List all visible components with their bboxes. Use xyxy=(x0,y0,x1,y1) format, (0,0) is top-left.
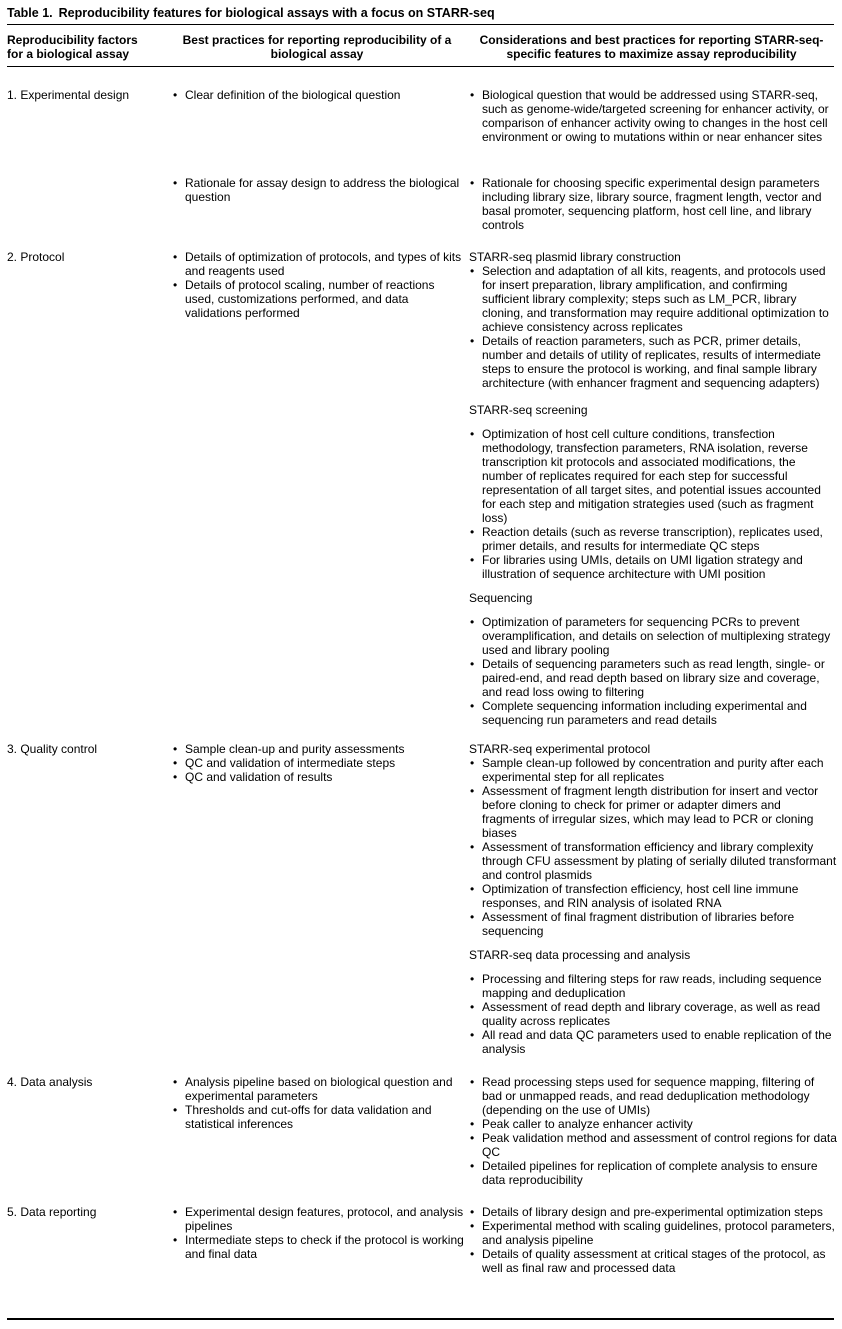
table-title: Reproducibility features for biological assays with a focus on STARR-seq xyxy=(58,6,495,20)
list-item: • Reaction details (such as reverse transcription), replicates used, primer details, and results for intermediate QC steps xyxy=(469,525,837,553)
design-right-list-2 xyxy=(469,176,835,232)
list-item: • Sample clean-up and purity assessments xyxy=(172,742,464,756)
table-caption xyxy=(7,6,495,20)
list-item: • Details of sequencing parameters such as read length, single- or paired-end, and read depth based on library size and coverage, and read loss owing to filtering xyxy=(469,657,837,699)
list-item: • Details of quality assessment at critical stages of the protocol, as well as final raw and processed data xyxy=(469,1247,837,1275)
list-item: • Assessment of transformation efficiency and library complexity through CFU assessment by plating of serially diluted transformant and control plasmids xyxy=(469,840,837,882)
top-rule xyxy=(7,24,834,25)
list-item: • Thresholds and cut-offs for data validation and statistical inferences xyxy=(172,1103,464,1131)
list-item: • Peak caller to analyze enhancer activity xyxy=(469,1117,837,1131)
list-item: • QC and validation of intermediate steps xyxy=(172,756,464,770)
list-item: • Sample clean-up followed by concentration and purity after each experimental step for all replicates xyxy=(469,756,837,784)
table-number: Table 1. xyxy=(7,6,53,20)
analysis-mid-list xyxy=(172,1075,464,1131)
reporting-mid-list xyxy=(172,1205,464,1261)
protocol-right xyxy=(469,250,837,727)
protocol-mid-list xyxy=(172,250,464,320)
protocol-sub3-list xyxy=(469,615,837,727)
qc-sub2-list xyxy=(469,972,837,1056)
bottom-rule xyxy=(7,1318,834,1320)
list-item: • Assessment of read depth and library coverage, as well as read quality across replicates xyxy=(469,1000,837,1028)
list-item: • Assessment of fragment length distribution for insert and vector before cloning to check for primer or adapter dimers and fragments of irregular sizes, which may lead to PCR or cloning biases xyxy=(469,784,837,840)
design-right-list xyxy=(469,88,835,144)
row-label-analysis: 4. Data analysis xyxy=(7,1075,93,1089)
list-item: • Rationale for assay design to address the biological question xyxy=(172,176,464,204)
list-item: • Details of library design and pre-experimental optimization steps xyxy=(469,1205,837,1219)
header-col3: Considerations and best practices for reporting STARR-seq-specific features to maximize assay reproducibility xyxy=(479,33,824,61)
list-item: • Biological question that would be addressed using STARR-seq, such as genome-wide/targeted screening for enhancer activity, or comparison of enhancer activity owing to changes in the host cell environment or owing to mutations within or near enhancer sites xyxy=(469,88,835,144)
subheading: Sequencing xyxy=(469,591,533,605)
qc-sub1-list xyxy=(469,756,837,938)
list-item: • Selection and adaptation of all kits, reagents, and protocols used for insert preparation, library amplification, and confirming sufficient library complexity; steps such as LM_PCR, library cloning, and transformation may require additional optimization to achieve consistency across replicates xyxy=(469,264,837,334)
reporting-right-list xyxy=(469,1205,837,1275)
protocol-sub1-list xyxy=(469,264,837,390)
list-item: • QC and validation of results xyxy=(172,770,464,784)
list-item: • Analysis pipeline based on biological question and experimental parameters xyxy=(172,1075,464,1103)
analysis-right-list xyxy=(469,1075,837,1187)
list-item: • Clear definition of the biological question xyxy=(172,88,464,102)
design-mid-list xyxy=(172,88,464,102)
protocol-sub2-list xyxy=(469,427,837,581)
list-item: • Optimization of transfection efficiency, host cell line immune responses, and RIN analysis of isolated RNA xyxy=(469,882,837,910)
header-col2: Best practices for reporting reproducibility of a biological assay xyxy=(182,33,452,61)
row-label-reporting: 5. Data reporting xyxy=(7,1205,97,1219)
subheading: STARR-seq experimental protocol xyxy=(469,742,651,756)
qc-right xyxy=(469,742,837,1056)
list-item: • Details of optimization of protocols, and types of kits and reagents used xyxy=(172,250,464,278)
list-item: • Details of protocol scaling, number of reactions used, customizations performed, and data validations performed xyxy=(172,278,464,320)
list-item: • Processing and filtering steps for raw reads, including sequence mapping and deduplication xyxy=(469,972,837,1000)
subheading: STARR-seq screening xyxy=(469,403,588,417)
header-rule xyxy=(7,66,834,67)
list-item: • Details of reaction parameters, such as PCR, primer details, number and details of utility of replicates, results of intermediate steps to ensure the protocol is working, and final sample library architecture (with enhancer fragment and sequencing adapters) xyxy=(469,334,837,390)
list-item: • All read and data QC parameters used to enable replication of the analysis xyxy=(469,1028,837,1056)
list-item: • Assessment of final fragment distribution of libraries before sequencing xyxy=(469,910,837,938)
qc-mid-list xyxy=(172,742,464,784)
list-item: • Detailed pipelines for replication of complete analysis to ensure data reproducibility xyxy=(469,1159,837,1187)
subheading: STARR-seq data processing and analysis xyxy=(469,948,691,962)
header-col1: Reproducibility factors for a biological assay xyxy=(7,33,138,61)
list-item: • Rationale for choosing specific experimental design parameters including library size, library source, fragment length, vector and basal promoter, sequencing platform, host cell line, and library controls xyxy=(469,176,835,232)
list-item: • For libraries using UMIs, details on UMI ligation strategy and illustration of sequence architecture with UMI position xyxy=(469,553,837,581)
row-label-design: 1. Experimental design xyxy=(7,88,130,102)
list-item: • Complete sequencing information including experimental and sequencing run parameters and read details xyxy=(469,699,837,727)
list-item: • Read processing steps used for sequence mapping, filtering of bad or unmapped reads, and read deduplication methodology (depending on the use of UMIs) xyxy=(469,1075,837,1117)
list-item: • Experimental method with scaling guidelines, protocol parameters, and analysis pipeline xyxy=(469,1219,837,1247)
subheading: STARR-seq plasmid library construction xyxy=(469,250,681,264)
list-item: • Optimization of host cell culture conditions, transfection methodology, transfection parameters, RNA isolation, reverse transcription kit protocols and associated modifications, the number of replicates required for each step for successful representation of all target sites, and potential issues accounted for each step and mitigation strategies used (such as fragment loss) xyxy=(469,427,837,525)
design-mid-list-2 xyxy=(172,176,464,204)
list-item: • Intermediate steps to check if the protocol is working and final data xyxy=(172,1233,464,1261)
row-label-protocol: 2. Protocol xyxy=(7,250,65,264)
row-label-qc: 3. Quality control xyxy=(7,742,98,756)
list-item: • Optimization of parameters for sequencing PCRs to prevent overamplification, and details on selection of multiplexing strategy used and library pooling xyxy=(469,615,837,657)
list-item: • Peak validation method and assessment of control regions for data QC xyxy=(469,1131,837,1159)
list-item: • Experimental design features, protocol, and analysis pipelines xyxy=(172,1205,464,1233)
